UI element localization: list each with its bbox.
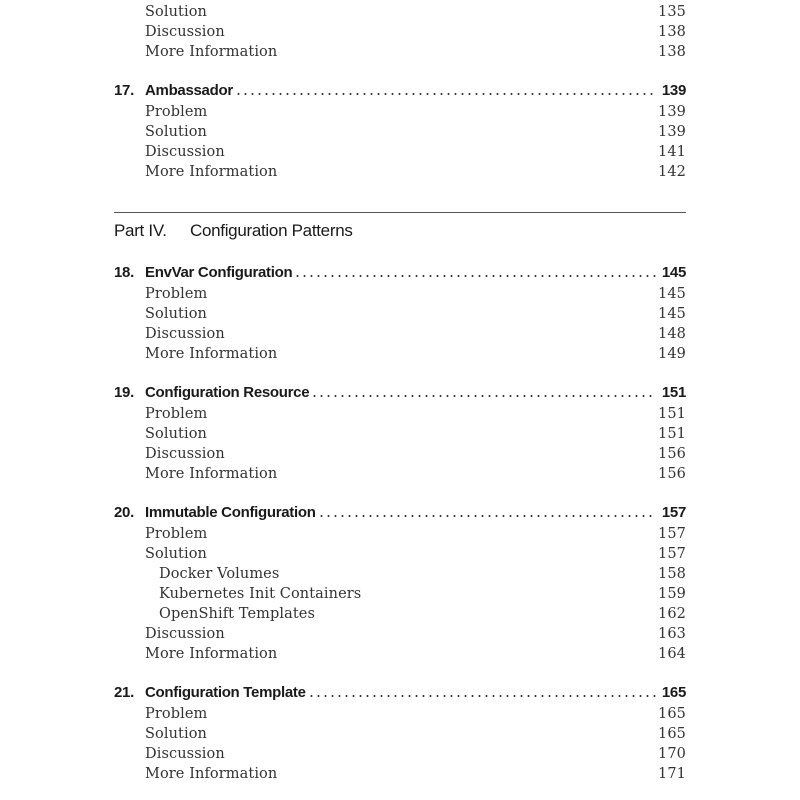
toc-chapter-entry	[114, 382, 686, 402]
toc-chapter-entry	[114, 682, 686, 702]
section-title: Discussion	[145, 446, 225, 462]
page-number: 138	[658, 44, 686, 60]
page-number: 162	[658, 606, 686, 622]
section-title: Solution	[145, 726, 207, 742]
section-title: Solution	[145, 546, 207, 562]
page-number: 142	[658, 164, 686, 180]
toc-section-entry	[114, 744, 686, 764]
chapter-title: Configuration Resource	[145, 383, 310, 401]
toc-section-entry	[114, 524, 686, 544]
page-number: 139	[658, 104, 686, 120]
toc-subsection-entry	[114, 584, 686, 604]
toc-section-entry	[114, 544, 686, 564]
part-divider	[114, 212, 686, 213]
subsection-title: Kubernetes Init Containers	[159, 586, 362, 602]
chapter-number: 17.	[114, 81, 134, 99]
page-number: 148	[658, 326, 686, 342]
toc-chapter-entry	[114, 502, 686, 522]
page-number: 163	[658, 626, 686, 642]
section-title: More Information	[145, 164, 278, 180]
page-number: 165	[658, 706, 686, 722]
toc-section-entry	[114, 2, 686, 22]
dot-leader	[235, 80, 656, 100]
chapter-number: 19.	[114, 383, 134, 401]
toc-section-entry	[114, 464, 686, 484]
section-title: More Information	[145, 346, 278, 362]
page-number: 158	[658, 566, 686, 582]
toc-section-entry	[114, 162, 686, 182]
toc-section-entry	[114, 344, 686, 364]
page-number: 164	[658, 646, 686, 662]
page-number: 165	[658, 726, 686, 742]
section-title: Solution	[145, 426, 207, 442]
page-number: 156	[658, 466, 686, 482]
toc-section-entry	[114, 764, 686, 784]
page-number: 135	[658, 4, 686, 20]
section-title: Problem	[145, 104, 208, 120]
toc-section-entry	[114, 42, 686, 62]
page-number: 138	[658, 24, 686, 40]
toc-section-entry	[114, 444, 686, 464]
section-title: Discussion	[145, 626, 225, 642]
toc-subsection-entry	[114, 564, 686, 584]
page-number: 157	[661, 503, 686, 521]
section-title: More Information	[145, 646, 278, 662]
toc-section-entry	[114, 142, 686, 162]
part-number: Part IV.	[114, 221, 167, 240]
page-number: 151	[661, 383, 686, 401]
section-title: Solution	[145, 306, 207, 322]
page-number: 139	[661, 81, 686, 99]
page-number: 149	[658, 346, 686, 362]
section-title: Discussion	[145, 326, 225, 342]
dot-leader	[308, 682, 656, 702]
chapter-title: Configuration Template	[145, 683, 306, 701]
section-title: Problem	[145, 526, 208, 542]
toc-section-entry	[114, 122, 686, 142]
section-title: Problem	[145, 706, 208, 722]
dot-leader	[311, 382, 656, 402]
chapter-number: 21.	[114, 683, 134, 701]
section-title: More Information	[145, 44, 278, 60]
page-number: 151	[658, 426, 686, 442]
toc-section-entry	[114, 704, 686, 724]
page-number: 159	[658, 586, 686, 602]
page-number: 145	[658, 306, 686, 322]
section-title: Solution	[145, 124, 207, 140]
page-number: 139	[658, 124, 686, 140]
toc-part-heading	[114, 219, 353, 243]
toc-section-entry	[114, 304, 686, 324]
chapter-number: 18.	[114, 263, 134, 281]
toc-section-entry	[114, 644, 686, 664]
section-title: Solution	[145, 4, 207, 20]
chapter-title: EnvVar Configuration	[145, 263, 293, 281]
toc-section-entry	[114, 404, 686, 424]
chapter-title: Immutable Configuration	[145, 503, 316, 521]
page-number: 170	[658, 746, 686, 762]
section-title: Discussion	[145, 144, 225, 160]
page-number: 156	[658, 446, 686, 462]
subsection-title: OpenShift Templates	[159, 606, 315, 622]
section-title: Discussion	[145, 24, 225, 40]
page-number: 171	[658, 766, 686, 782]
toc-section-entry	[114, 102, 686, 122]
toc-section-entry	[114, 724, 686, 744]
dot-leader	[294, 262, 656, 282]
part-title: Configuration Patterns	[190, 221, 353, 240]
section-title: Problem	[145, 286, 208, 302]
section-title: More Information	[145, 466, 278, 482]
section-title: More Information	[145, 766, 278, 782]
toc-chapter-entry	[114, 262, 686, 282]
section-title: Discussion	[145, 746, 225, 762]
page-number: 157	[658, 526, 686, 542]
page-number: 151	[658, 406, 686, 422]
subsection-title: Docker Volumes	[159, 566, 280, 582]
section-title: Problem	[145, 406, 208, 422]
dot-leader	[318, 502, 656, 522]
page-number: 157	[658, 546, 686, 562]
page-number: 165	[661, 683, 686, 701]
toc-subsection-entry	[114, 604, 686, 624]
chapter-title: Ambassador	[145, 81, 233, 99]
page-number: 145	[661, 263, 686, 281]
page-number: 141	[658, 144, 686, 160]
toc-section-entry	[114, 22, 686, 42]
chapter-number: 20.	[114, 503, 134, 521]
toc-chapter-entry	[114, 80, 686, 100]
toc-section-entry	[114, 424, 686, 444]
page-number: 145	[658, 286, 686, 302]
toc-section-entry	[114, 324, 686, 344]
toc-section-entry	[114, 624, 686, 644]
toc-section-entry	[114, 284, 686, 304]
